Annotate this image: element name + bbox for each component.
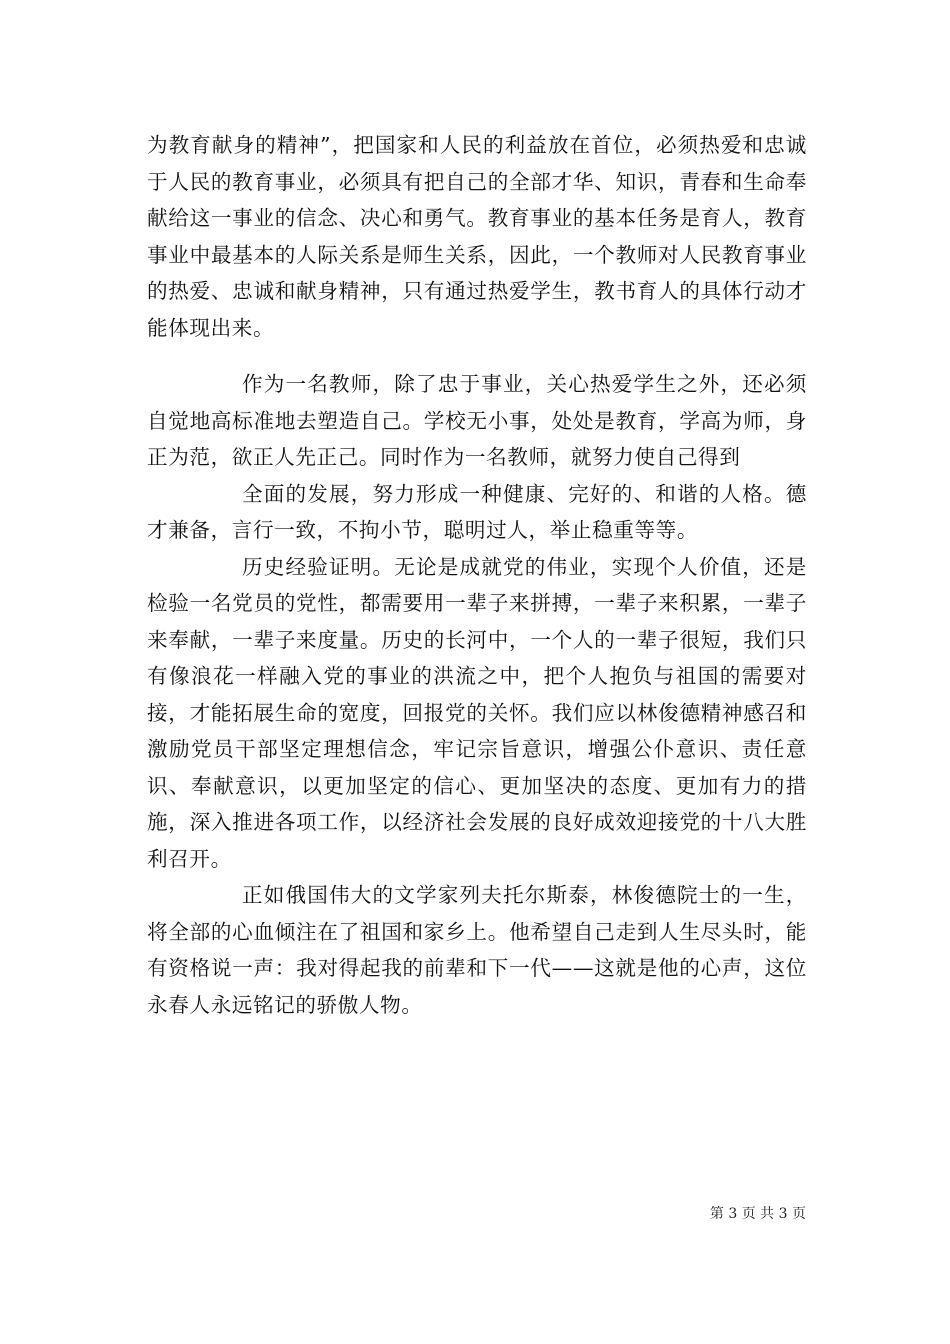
- paragraph-teacher-self: 作为一名教师，除了忠于事业，关心热爱学生之外，还必须自觉地高标准地去塑造自己。学校无小事，处处是教育，学高为师，身正为范，欲正人先正己。同时作为一名教师，就努力使自己得到: [147, 372, 807, 469]
- paragraph-continued: 为教育献身的精神”，把国家和人民的利益放在首位，必须热爱和忠诚于人民的教育事业，必须具有把自己的全部才华、知识，青春和生命奉献给这一事业的信念、决心和勇气。教育事业的基本任务是育人，教育事业中最基本的人际关系是师生关系，因此，一个教师对人民教育事业的热爱、忠诚和献身精神，只有通过热爱学生，教书育人的具体行动才能体现出来。: [147, 133, 807, 340]
- page-number-footer: 第 3 页 共 3 页: [709, 1206, 806, 1222]
- paragraph-conclusion: 正如俄国伟大的文学家列夫托尔斯泰，林俊德院士的一生，将全部的心血倾注在了祖国和家乡上。他希望自己走到人生尽头时，能有资格说一声：我对得起我的前辈和下一代——这就是他的心声，这位永春人永远铭记的骄傲人物。: [147, 883, 807, 1017]
- paragraph-development: 全面的发展，努力形成一种健康、完好的、和谐的人格。德才兼备，言行一致，不拘小节，聪明过人，举止稳重等等。: [147, 481, 807, 542]
- body-text: [147, 127, 807, 1023]
- paragraph-history: 历史经验证明。无论是成就党的伟业，实现个人价值，还是检验一名党员的党性，都需要用一辈子来拼搏，一辈子来积累，一辈子来奉献，一辈子来度量。历史的长河中，一个人的一辈子很短，我们只有像浪花一样融入党的事业的洪流之中，把个人抱负与祖国的需要对接，才能拓展生命的宽度，回报党的关怀。我们应以林俊德精神感召和激励党员干部坚定理想信念，牢记宗旨意识，增强公仆意识、责任意识、奉献意识，以更加坚定的信心、更加坚决的态度、更加有力的措施，深入推进各项工作，以经济社会发展的良好成效迎接党的十八大胜利召开。: [147, 554, 807, 871]
